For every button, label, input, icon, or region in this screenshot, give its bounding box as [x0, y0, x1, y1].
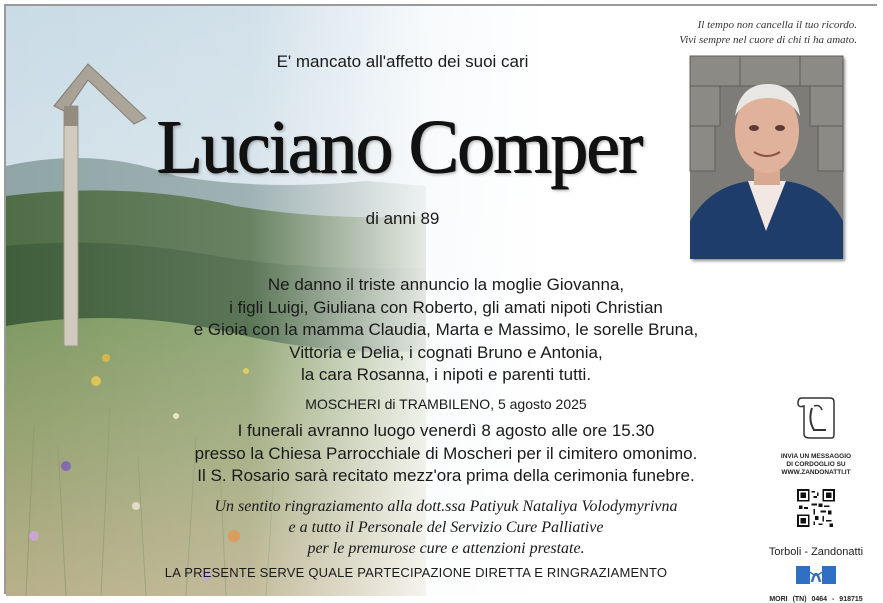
intro-text: E' mancato all'affetto dei suoi cari	[276, 52, 529, 71]
agency-phone: MORI (TN) 0464 - 918715	[769, 596, 863, 603]
funeral-line: presso la Chiesa Parrocchiale di Moscheri per il cimitero omonimo.	[194, 443, 698, 463]
deceased-age: di anni 89	[365, 209, 440, 228]
closing-statement: LA PRESENTE SERVE QUALE PARTECIPAZIONE DIRETTA E RINGRAZIAMENTO	[164, 565, 668, 580]
message-line: INVIA UN MESSAGGIO	[780, 453, 852, 460]
cordoglio-logo-icon[interactable]	[794, 394, 838, 442]
funeral-line: I funerali avranno luogo venerdì 8 agosto alle ore 15.30	[237, 421, 655, 440]
announcement-line: e Gioia con la mamma Claudia, Marta e Massimo, le sorelle Bruna,	[193, 320, 699, 339]
deceased-name: Luciano Comper	[156, 105, 641, 189]
announcement-line: la cara Rosanna, i nipoti e parenti tutti.	[300, 365, 592, 384]
qr-code-icon[interactable]	[797, 489, 835, 527]
announcement-line: i figli Luigi, Giuliana con Roberto, gli amati nipoti Christian	[229, 297, 663, 317]
message-line: WWW.ZANDONATTI.IT	[781, 469, 851, 476]
portrait-photo	[690, 56, 843, 259]
announcement-text	[136, 274, 756, 387]
funeral-details	[136, 420, 756, 488]
thanks-text	[136, 496, 756, 559]
agency-logo-icon	[796, 564, 836, 586]
quote-line-1: Il tempo non cancella il tuo ricordo.	[697, 19, 857, 31]
announcement-line: Ne danno il triste annuncio la moglie Giovanna,	[267, 275, 625, 294]
place-date: MOSCHERI di TRAMBILENO, 5 agosto 2025	[305, 396, 587, 412]
obituary-card	[4, 4, 877, 603]
funeral-home-sidebar	[766, 394, 866, 603]
quote-line-2: Vivi sempre nel cuore di chi ti ha amato.	[679, 34, 857, 46]
memorial-quote	[617, 18, 857, 48]
announcement-line: Vittoria e Delia, i cognati Bruno e Antonia,	[289, 342, 603, 362]
cordoglio-message[interactable]	[766, 453, 866, 477]
thanks-line: Un sentito ringraziamento alla dott.ssa Patiyuk Nataliya Volodymyrivna	[214, 498, 678, 515]
thanks-line: per le premurose cure e attenzioni prestate.	[307, 540, 585, 557]
message-line: DI CORDOGLIO SU	[786, 461, 846, 468]
agency-name: Torboli - Zandonatti	[768, 546, 864, 558]
thanks-line: e a tutto il Personale del Servizio Cure Palliative	[288, 519, 604, 536]
funeral-line: Il S. Rosario sarà recitato mezz'ora prima della cerimonia funebre.	[197, 466, 695, 485]
